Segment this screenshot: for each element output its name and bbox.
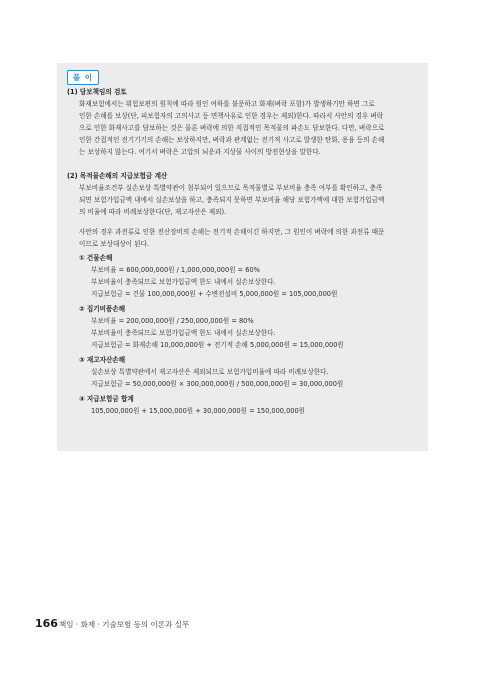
item-2-line: 부보비율이 충족되므로 보험가입금액 한도 내에서 실손보상한다.	[91, 329, 276, 337]
item-2-title: ② 집기비품손해	[79, 305, 126, 313]
section-2-text-line: 부보비율조건부 실손보상 특별약관이 첨부되어 있으므로 목적물별로 부보비율 충족 여부를 확인하고, 충족	[79, 184, 383, 192]
section-1-text-line: 으로 인한 화재사고를 담보하는 것은 물론 벼락에 의한 직접적인 목적물의 파손도 담보한다. 다만, 벼락으로	[79, 124, 385, 132]
section-1-text-line: 화재보험에서는 위험보편의 원칙에 따라 원인 여하를 불문하고 화재(벼락 포함)가 발생하기만 하면 그로	[79, 100, 375, 108]
section-2-text-line: 되면 보험가입금액 내에서 실손보상을 하고, 충족되지 못하면 부보비율 해당 보험가액에 대한 보험가입금액	[79, 196, 385, 204]
section-1-text-line: 는 보상하지 않는다. 여기서 벼락은 고압의 뇌운과 지상물 사이의 방전현상을 말한다.	[79, 148, 321, 156]
item-1-line: 부보비율 = 600,000,000원 / 1,000,000,000원 = 60%	[91, 266, 260, 274]
section-1-heading: (1) 담보책임의 검토	[67, 88, 127, 96]
section-2-heading: (2) 목적물손해의 지급보험금 계산	[67, 172, 168, 180]
section-2-text-line: 의 비율에 따라 비례보상한다(단, 재고자산은 제외).	[79, 208, 227, 216]
solution-panel	[57, 63, 428, 451]
section-2-text-line: 사안의 경우 과전류로 인한 전산장비의 손해는 전기적 손해이긴 하지만, 그 원인이 벼락에 의한 과전류 때문	[79, 228, 385, 236]
page-number: 166	[35, 617, 58, 630]
book-title: 책임 · 화재 · 기술보험 등의 이론과 실무	[59, 620, 190, 629]
item-3-title: ③ 재고자산손해	[79, 356, 126, 364]
item-2-line: 부보비율 = 200,000,000원 / 250,000,000원 = 80%	[91, 317, 254, 325]
section-2-text-line: 이므로 보상대상이 된다.	[79, 240, 149, 248]
section-1-text-line: 인한 손해를 보상(단, 피보험자의 고의사고 등 면책사유로 인한 경우는 제외)한다. 따라서 사안의 경우 벼락	[79, 112, 384, 120]
item-2-line: 지급보험금 = 화재손해 10,000,000원 + 전기적 손해 5,000,000원 = 15,000,000원	[91, 341, 344, 349]
item-3-line: 실손보상 특별약관에서 재고자산은 제외되므로 보험가입비율에 따라 비례보상한다.	[91, 368, 329, 376]
solution-badge: 풀 이	[67, 70, 99, 85]
section-1-text-line: 인한 간접적인 전기기기의 손해는 보상하지만, 벼락과 관계없는 전기적 사고로 발생한 탄화, 용융 등의 손해	[79, 136, 385, 144]
item-1-title: ① 건물손해	[79, 254, 113, 262]
item-4-line: 105,000,000원 + 15,000,000원 + 30,000,000원 = 150,000,000원	[91, 407, 306, 415]
item-1-line: 부보비율이 충족되므로 보험가입금액 한도 내에서 실손보상한다.	[91, 278, 276, 286]
item-4-title: ④ 지급보험금 합계	[79, 395, 134, 403]
item-3-line: 지급보험금 = 50,000,000원 × 300,000,000원 / 500,000,000원 = 30,000,000원	[91, 380, 344, 388]
item-1-line: 지급보험금 = 건물 100,000,000원 + 수변전설비 5,000,000원 = 105,000,000원	[91, 290, 338, 298]
